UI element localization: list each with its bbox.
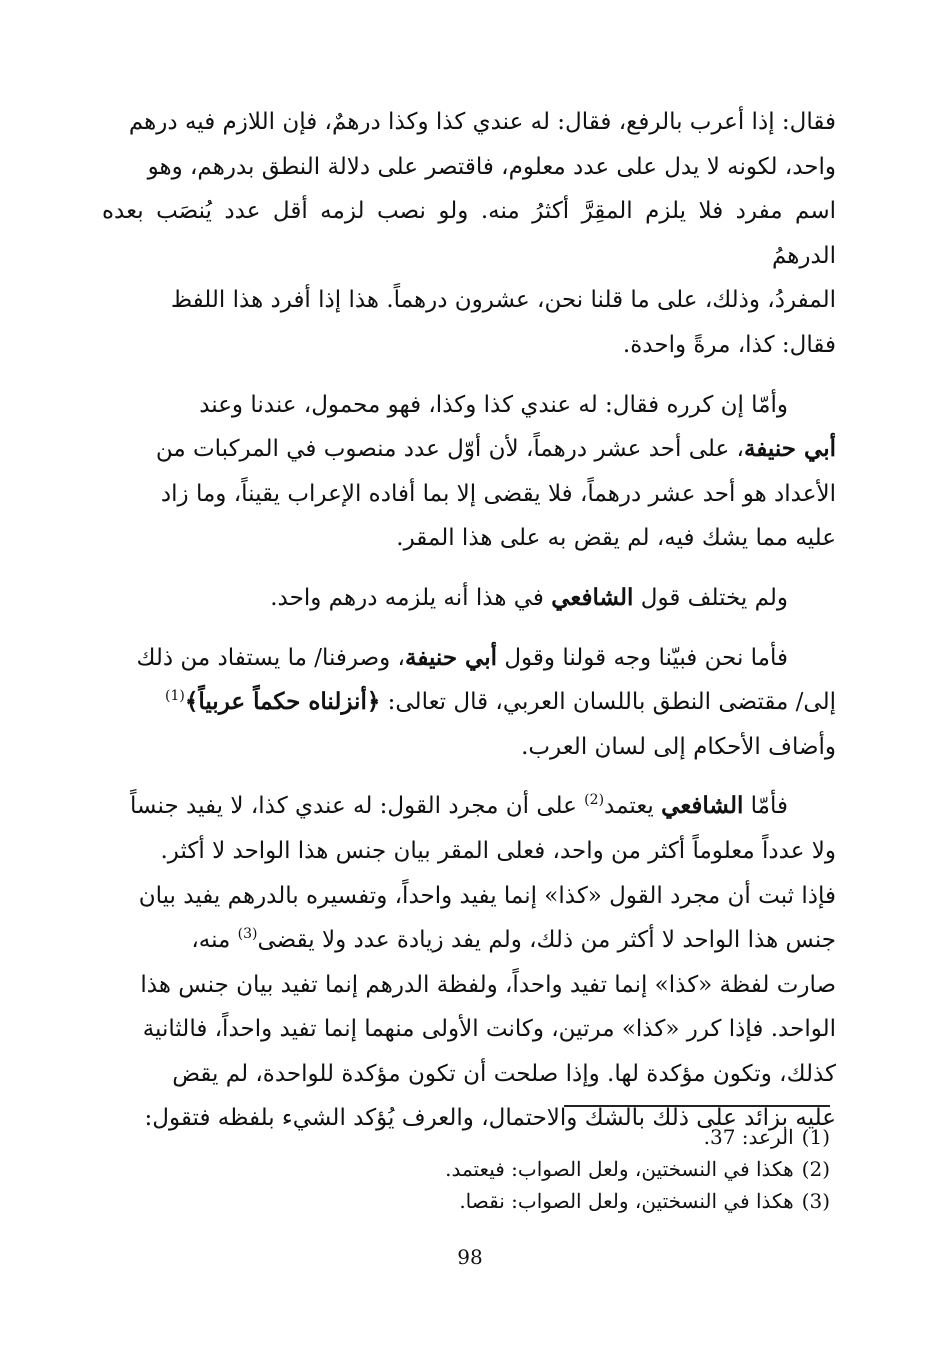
text-line (102, 636, 836, 681)
paragraph-4 (102, 636, 836, 770)
text-line (102, 784, 836, 829)
footnote-ref: (2) (584, 792, 605, 809)
text-run: على أن مجرد القول: له عندي كذا، لا يفيد جنساً (130, 793, 585, 820)
text-run: فأمّا (743, 793, 788, 820)
paragraph-5 (102, 784, 836, 1141)
text-run: ولم يختلف قول (633, 584, 788, 611)
paragraph-1 (102, 100, 836, 368)
text-line: فقال: إذا أعرب بالرفع، فقال: له عندي كذا وكذا درهمٌ، فإن اللازم فيه درهم (128, 109, 836, 135)
text-line: الأعداد هو أحد عشر درهماً، فلا يقضى إلا بما أفاده الإعراب يقيناً، وما زاد (160, 480, 836, 507)
bold-name: الشافعي (661, 792, 744, 820)
text-run: جنس هذا الواحد لا أكثر من ذلك، ولم يفد زيادة عدد ولا يقضى (257, 927, 836, 954)
text-run: يعتمد (604, 793, 662, 820)
text-line: صارت لفظة «كذا» إنما تفيد واحداً، ولفظة الدرهم إنما تفيد بيان جنس هذا (140, 971, 836, 998)
text-line: اسم مفرد فلا يلزم المقِرَّ أكثرُ منه. ولو نصب لزمه أقل عدد يُنصَب بعده الدرهمُ (102, 198, 836, 269)
text-run: ، وصرفنا/ ما يستفاد من ذلك (136, 644, 405, 671)
footnote-number: (3) (801, 1189, 830, 1213)
footnote-text: الرعد: 37. (703, 1125, 794, 1149)
text-line: وأمّا إن كرره فقال: له عندي كذا وكذا، فهو محمول، عندنا وعند (199, 391, 788, 418)
text-line: عليه بزائد على ذلك بالشك والاحتمال، والعرف يُؤكد الشيء بلفظه فتقول: (144, 1105, 836, 1132)
text-run: منه، (191, 927, 238, 954)
bold-name: الشافعي (551, 583, 634, 611)
footnote-ref: (3) (237, 926, 258, 943)
footnote-divider (564, 1105, 830, 1107)
text-line: عليه مما يشك فيه، لم يقض به على هذا المقر. (396, 525, 836, 552)
text-run: فأما نحن فبيّنا وجه قولنا وقول (497, 644, 788, 671)
paragraph-3 (102, 576, 836, 621)
footnote-number: (1) (801, 1125, 830, 1149)
text-run: في هذا أنه يلزمه درهم واحد. (270, 584, 552, 611)
text-line: أبي حنيفة، على أحد عشر درهماً، لأن أوّل عدد منصوب في المركبات من (155, 435, 836, 463)
text-line (102, 918, 836, 963)
bold-name: أبي حنيفة (743, 435, 836, 463)
footnote-text: هكذا في النسختين، ولعل الصواب: فيعتمد. (445, 1157, 794, 1181)
footnote-number: (2) (801, 1157, 830, 1181)
text-line (102, 680, 836, 725)
text-line: فقال: كذا، مرةً واحدة. (622, 331, 836, 358)
footnote (300, 1153, 830, 1185)
text-line: كذلك، وتكون مؤكدة لها. وإذا صلحت أن تكون مؤكدة للواحدة، لم يقض (172, 1060, 836, 1087)
footnotes (300, 1121, 830, 1217)
text-line (102, 576, 836, 621)
footnote-text: هكذا في النسختين، ولعل الصواب: نقصا. (459, 1189, 794, 1213)
text-line: الواحد. فإذا كرر «كذا» مرتين، وكانت الأولى منهما إنما تفيد واحداً، فالثانية (142, 1016, 836, 1043)
footnote (300, 1121, 830, 1153)
text-line: وأضاف الأحكام إلى لسان العرب. (521, 733, 836, 760)
text-line: ولا عدداً معلوماً أكثر من واحد، فعلى المقر بيان جنس هذا الواحد لا أكثر. (160, 837, 836, 864)
quran-verse: ﴿أنزلناه حكماً عربياً﴾ (184, 688, 381, 716)
main-text (102, 100, 836, 1156)
footnote-ref: (1) (165, 688, 185, 705)
page-number: 98 (457, 1245, 483, 1269)
bold-name: أبي حنيفة (404, 643, 498, 671)
text-line: فإذا ثبت أن مجرد القول «كذا» إنما يفيد واحداً، وتفسيره بالدرهم يفيد بيان (138, 882, 836, 909)
footnote (300, 1185, 830, 1217)
paragraph-2 (102, 383, 836, 561)
text-line: المفردُ، وذلك، على ما قلنا نحن، عشرون درهماً. هذا إذا أفرد هذا اللفظ (170, 287, 836, 314)
text-run: إلى/ مقتضى النطق باللسان العربي، قال تعالى: (380, 689, 836, 716)
text-line: واحد، لكونه لا يدل على عدد معلوم، فاقتصر على دلالة النطق بدرهم، وهو (147, 153, 836, 180)
